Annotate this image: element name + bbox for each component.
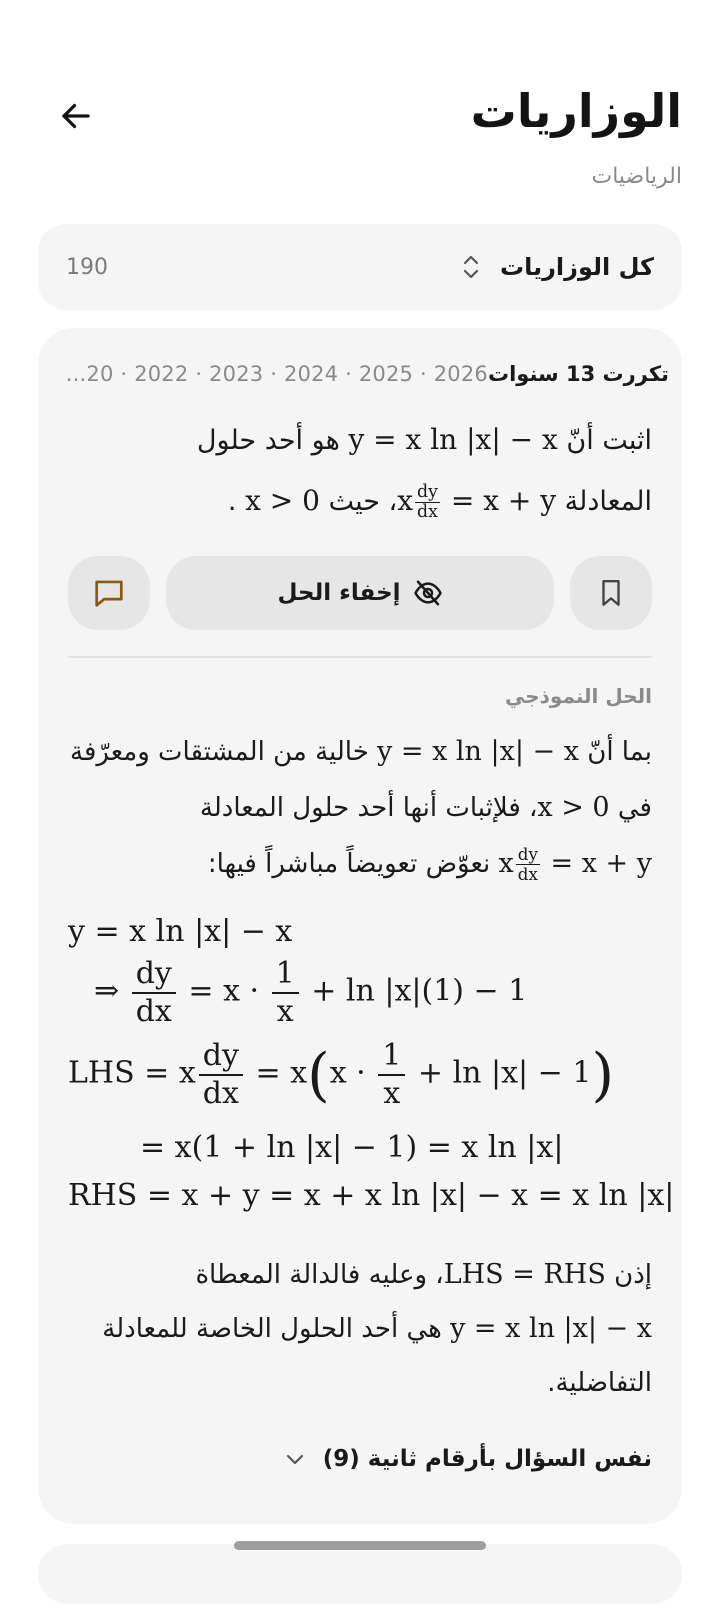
question-text: [68, 410, 652, 532]
fraction-denominator: dx: [202, 1075, 239, 1111]
conclusion-word: التفاضلية.: [547, 1368, 652, 1398]
divider: [68, 656, 652, 658]
conclusion-math: LHS = RHS: [443, 1259, 606, 1290]
bookmark-icon: [598, 578, 624, 608]
solution-equation: [498, 844, 652, 884]
derivation-line-5: RHS = x + y = x + x ln |x| − x = x ln |x|: [68, 1178, 675, 1213]
action-bar: [68, 556, 652, 630]
question-word: .: [227, 486, 237, 517]
same-question-toggle[interactable]: [283, 1446, 652, 1472]
chevron-up-down-icon: [460, 252, 482, 282]
derivation-line-4: = x(1 + ln |x| − 1) = x ln |x|: [140, 1130, 564, 1165]
solution-word: خالية من المشتقات ومعرّفة: [70, 737, 369, 767]
back-button[interactable]: [52, 92, 100, 140]
same-question-label: نفس السؤال بأرقام ثانية (9): [322, 1446, 652, 1472]
fraction-numerator: dy: [132, 958, 176, 994]
repeat-count: تكررت 13 سنوات: [488, 362, 669, 386]
fraction: [378, 1040, 405, 1109]
next-question-card: [38, 1544, 682, 1604]
question-card: [38, 328, 682, 1524]
question-meta: [65, 362, 669, 386]
math-term: = x + y: [450, 484, 557, 517]
fraction-denominator: x: [276, 993, 294, 1029]
fraction-denominator: dx: [135, 993, 172, 1029]
home-indicator[interactable]: [234, 1541, 486, 1550]
paren-close: ): [591, 1040, 615, 1109]
math-term: = x + y: [550, 848, 652, 879]
solution-title: الحل النموذجي: [505, 684, 652, 708]
solution-word: ، فلإثبات أنها أحد حلول المعادلة: [199, 793, 538, 823]
fraction-numerator: dy: [417, 481, 438, 502]
solution-word: في: [617, 793, 652, 823]
fraction-denominator: x: [383, 1075, 401, 1111]
fraction: [272, 958, 299, 1027]
question-word: المعادلة: [564, 486, 652, 517]
fraction-numerator: 1: [272, 958, 299, 994]
hide-solution-label: إخفاء الحل: [277, 580, 401, 606]
comment-icon: [93, 578, 125, 608]
fraction-numerator: dy: [199, 1040, 243, 1076]
solution-word: نعوّض تعويضاً مباشراً فيها:: [207, 849, 491, 879]
filter-selector[interactable]: [38, 224, 682, 310]
solution-conclusion: [68, 1248, 652, 1410]
math-term: = x: [255, 1055, 308, 1091]
question-word: اثبت أنّ: [566, 425, 652, 456]
filter-label-wrap: [460, 252, 654, 282]
math-term: LHS = x: [68, 1055, 196, 1091]
fraction-numerator: 1: [378, 1040, 405, 1076]
paren-open: (: [307, 1040, 330, 1109]
arrow-left-icon: [58, 98, 94, 134]
page-subtitle: الرياضيات: [591, 164, 682, 189]
filter-label: كل الوزاريات: [499, 253, 654, 281]
conclusion-word: ، وعليه فالدالة المعطاة: [195, 1260, 444, 1290]
fraction: [415, 481, 440, 522]
fraction-denominator: dx: [517, 864, 538, 884]
math-term: + ln |x| − 1: [417, 1055, 592, 1091]
math-term: x: [397, 484, 414, 517]
derivation-line-2: [94, 958, 527, 1027]
math-term: + ln |x|(1) − 1: [311, 973, 528, 1009]
page-title: الوزاريات: [470, 84, 682, 138]
comment-button[interactable]: [68, 556, 150, 630]
question-math: x > 0: [245, 484, 320, 517]
eye-off-icon: [413, 578, 443, 608]
fraction: [199, 1040, 243, 1109]
years-list: 2026 · 2025 · 2024 · 2023 · 2022 · 20...: [65, 362, 488, 386]
filter-count: 190: [66, 254, 108, 280]
fraction: [132, 958, 176, 1027]
math-term: ⇒: [94, 973, 120, 1009]
math-term: x: [498, 848, 514, 879]
chevron-down-icon: [283, 1447, 307, 1471]
derivation-line-3: [68, 1040, 614, 1109]
math-term: x ·: [329, 1055, 366, 1091]
conclusion-word: إذن: [614, 1260, 652, 1290]
solution-intro: [68, 724, 652, 892]
bookmark-button[interactable]: [570, 556, 652, 630]
solution-math: x > 0: [537, 792, 610, 823]
derivation-line-1: y = x ln |x| − x: [68, 914, 293, 949]
fraction-numerator: dy: [517, 844, 538, 865]
conclusion-word: هي أحد الحلول الخاصة للمعادلة: [102, 1314, 442, 1344]
fraction-denominator: dx: [417, 502, 438, 522]
question-math: y = x ln |x| − x: [348, 423, 558, 456]
question-word: هو أحد حلول: [196, 425, 340, 456]
question-equation: [397, 481, 557, 522]
math-term: = x ·: [188, 973, 260, 1009]
conclusion-math: y = x ln |x| − x: [450, 1313, 652, 1344]
fraction: [516, 846, 540, 882]
hide-solution-button[interactable]: [166, 556, 554, 630]
solution-word: بما أنّ: [587, 737, 652, 767]
solution-math: y = x ln |x| − x: [377, 736, 579, 767]
question-word: ، حيث: [328, 486, 398, 517]
